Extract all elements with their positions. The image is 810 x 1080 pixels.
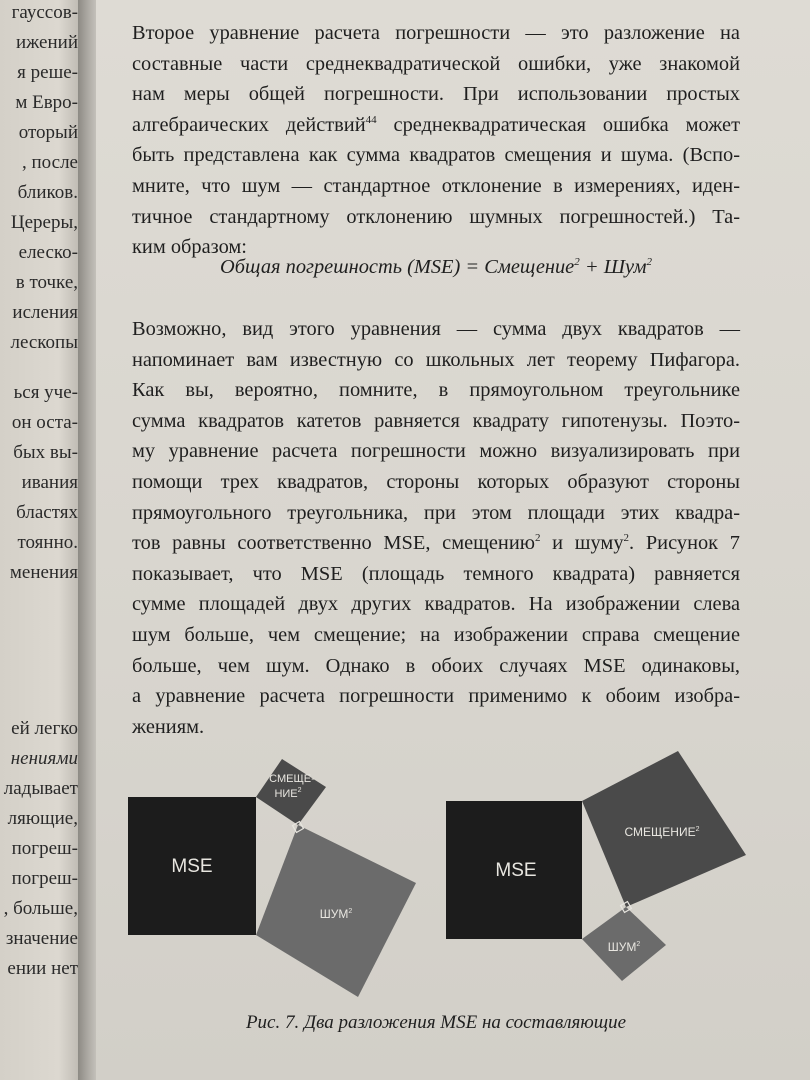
- formula-exponent: 2: [574, 256, 580, 269]
- text-line: помощи трех квадратов, стороны которых образуют стороны: [132, 470, 740, 493]
- text-line: быть представлена как сумма квадратов смещения и шума. (Вспо-: [132, 144, 740, 167]
- bias-label-right: [625, 825, 700, 839]
- previous-page-line: значение: [5, 928, 78, 949]
- previous-page: [0, 0, 84, 1080]
- previous-page-line: ей легко: [11, 718, 78, 739]
- paragraph-error-decomposition: [132, 18, 740, 263]
- previous-page-line: бликов.: [17, 182, 78, 203]
- text-fragment: и шуму: [540, 532, 624, 555]
- text-line: а уравнение расчета погрешности применимо к обоим изобра-: [132, 685, 740, 708]
- previous-page-line: погреш-: [11, 838, 78, 859]
- figure-mse-decompositions: [96, 735, 810, 1005]
- text-fragment: алгебраических действий: [132, 113, 366, 136]
- noise-label-right-exp: 2: [636, 941, 641, 948]
- formula-exponent: 2: [646, 256, 653, 269]
- formula-lhs: Общая погрешность (MSE) = Смещение: [219, 256, 575, 278]
- figure-caption: Рис. 7. Два разложения MSE на составляющие: [245, 1012, 627, 1033]
- superscript: 2: [623, 532, 630, 545]
- text-line: прямоугольного треугольника, при этом площади этих квадра-: [132, 501, 740, 524]
- previous-page-line: ься уче-: [13, 382, 78, 403]
- noise-label-left-text: ШУМ: [319, 907, 349, 921]
- previous-page-line: погреш-: [11, 868, 78, 889]
- superscript: 2: [534, 532, 541, 545]
- previous-page-line: исления: [12, 302, 78, 323]
- text-line: [132, 110, 740, 141]
- text-line: жениям.: [132, 715, 205, 738]
- text-fragment: . Рисунок 7: [629, 532, 740, 555]
- text-line: напоминает вам известную со школьных лет теорему Пифагора.: [132, 348, 740, 371]
- book-page: [96, 0, 810, 1080]
- bias-label-right-exp: 2: [695, 826, 700, 833]
- paragraph-pythagoras: [132, 314, 740, 742]
- noise-label-left: [320, 907, 353, 921]
- formula-noise-term: + Шум: [579, 256, 647, 278]
- left-decomposition: [128, 759, 416, 997]
- previous-page-line: я реше-: [17, 62, 78, 83]
- text-line: больше, чем шум. Однако в обоих случаях MSE одинаковы,: [132, 654, 740, 677]
- previous-page-line: , больше,: [3, 898, 78, 919]
- text-line: мните, что шум — стандартное отклонение в измерениях, иден-: [132, 174, 740, 197]
- bias-label-left-2: [274, 787, 301, 800]
- text-line: сумме площадей двух других квадратов. На изображении слева: [132, 593, 740, 616]
- previous-page-line: м Евро-: [15, 92, 78, 113]
- text-line: сумма квадратов катетов равняется квадрату гипотенузы. Поэто-: [132, 409, 740, 432]
- text-line: [132, 528, 740, 559]
- previous-page-line: ладывает: [3, 778, 78, 799]
- mse-label-right: MSE: [495, 860, 537, 881]
- previous-page-line: в точке,: [15, 272, 78, 293]
- previous-page-line: нениями: [10, 748, 78, 769]
- bias-label-left-1: СМЕЩЕ-: [269, 773, 315, 785]
- noise-label-right-text: ШУМ: [607, 940, 637, 954]
- previous-page-line: , после: [22, 152, 78, 173]
- previous-page-line: бых вы-: [13, 442, 78, 463]
- text-line: показывает, что MSE (площадь темного квадрата) равняется: [132, 562, 740, 585]
- mse-label-left: MSE: [171, 856, 213, 877]
- text-line: составные части среднеквадратической ошибки, уже знакомой: [132, 52, 740, 75]
- previous-page-line: ляющие,: [7, 808, 78, 829]
- text-line: Возможно, вид этого уравнения — сумма двух квадратов —: [132, 318, 740, 340]
- text-line: Как вы, вероятно, помните, в прямоугольном треугольнике: [132, 379, 740, 402]
- previous-page-line: лескопы: [10, 332, 78, 353]
- previous-page-line: елеско-: [18, 242, 78, 263]
- text-line: шум больше, чем смещение; на изображении справа смещение: [132, 623, 740, 646]
- noise-label-right: [608, 940, 641, 954]
- previous-page-line: менения: [9, 562, 78, 583]
- text-line: Второе уравнение расчета погрешности — это разложение на: [132, 22, 740, 44]
- text-line: му уравнение расчета погрешности можно визуализировать при: [132, 440, 740, 463]
- noise-label-left-exp: 2: [348, 908, 353, 915]
- previous-page-line: он оста-: [11, 412, 78, 433]
- bias-label-right-text: СМЕЩЕНИЕ: [624, 825, 696, 839]
- previous-page-line: ивания: [21, 472, 78, 493]
- bias-label-left-text: НИЕ: [274, 788, 298, 800]
- text-line: нам меры общей погрешности. При использовании простых: [132, 83, 740, 106]
- bias-label-left-exp: 2: [297, 787, 302, 794]
- previous-page-line: оторый: [18, 122, 78, 143]
- text-line: ким образом:: [132, 236, 247, 259]
- text-fragment: тов равны соответственно MSE, смещению: [132, 532, 535, 555]
- previous-page-line: ижений: [16, 32, 78, 53]
- previous-page-line: Цереры,: [10, 212, 78, 233]
- previous-page-line: тоянно.: [17, 532, 78, 553]
- text-line: тичное стандартному отклонению шумных погрешностей.) Та-: [132, 205, 740, 228]
- previous-page-line: бластях: [16, 502, 78, 523]
- text-fragment: среднеквадратическая ошибка может: [393, 113, 740, 136]
- previous-page-line: ении нет: [7, 958, 78, 979]
- previous-page-line: гауссов-: [11, 2, 78, 23]
- right-decomposition: [446, 751, 746, 981]
- footnote-marker: 44: [365, 113, 377, 126]
- mse-formula: [132, 256, 740, 279]
